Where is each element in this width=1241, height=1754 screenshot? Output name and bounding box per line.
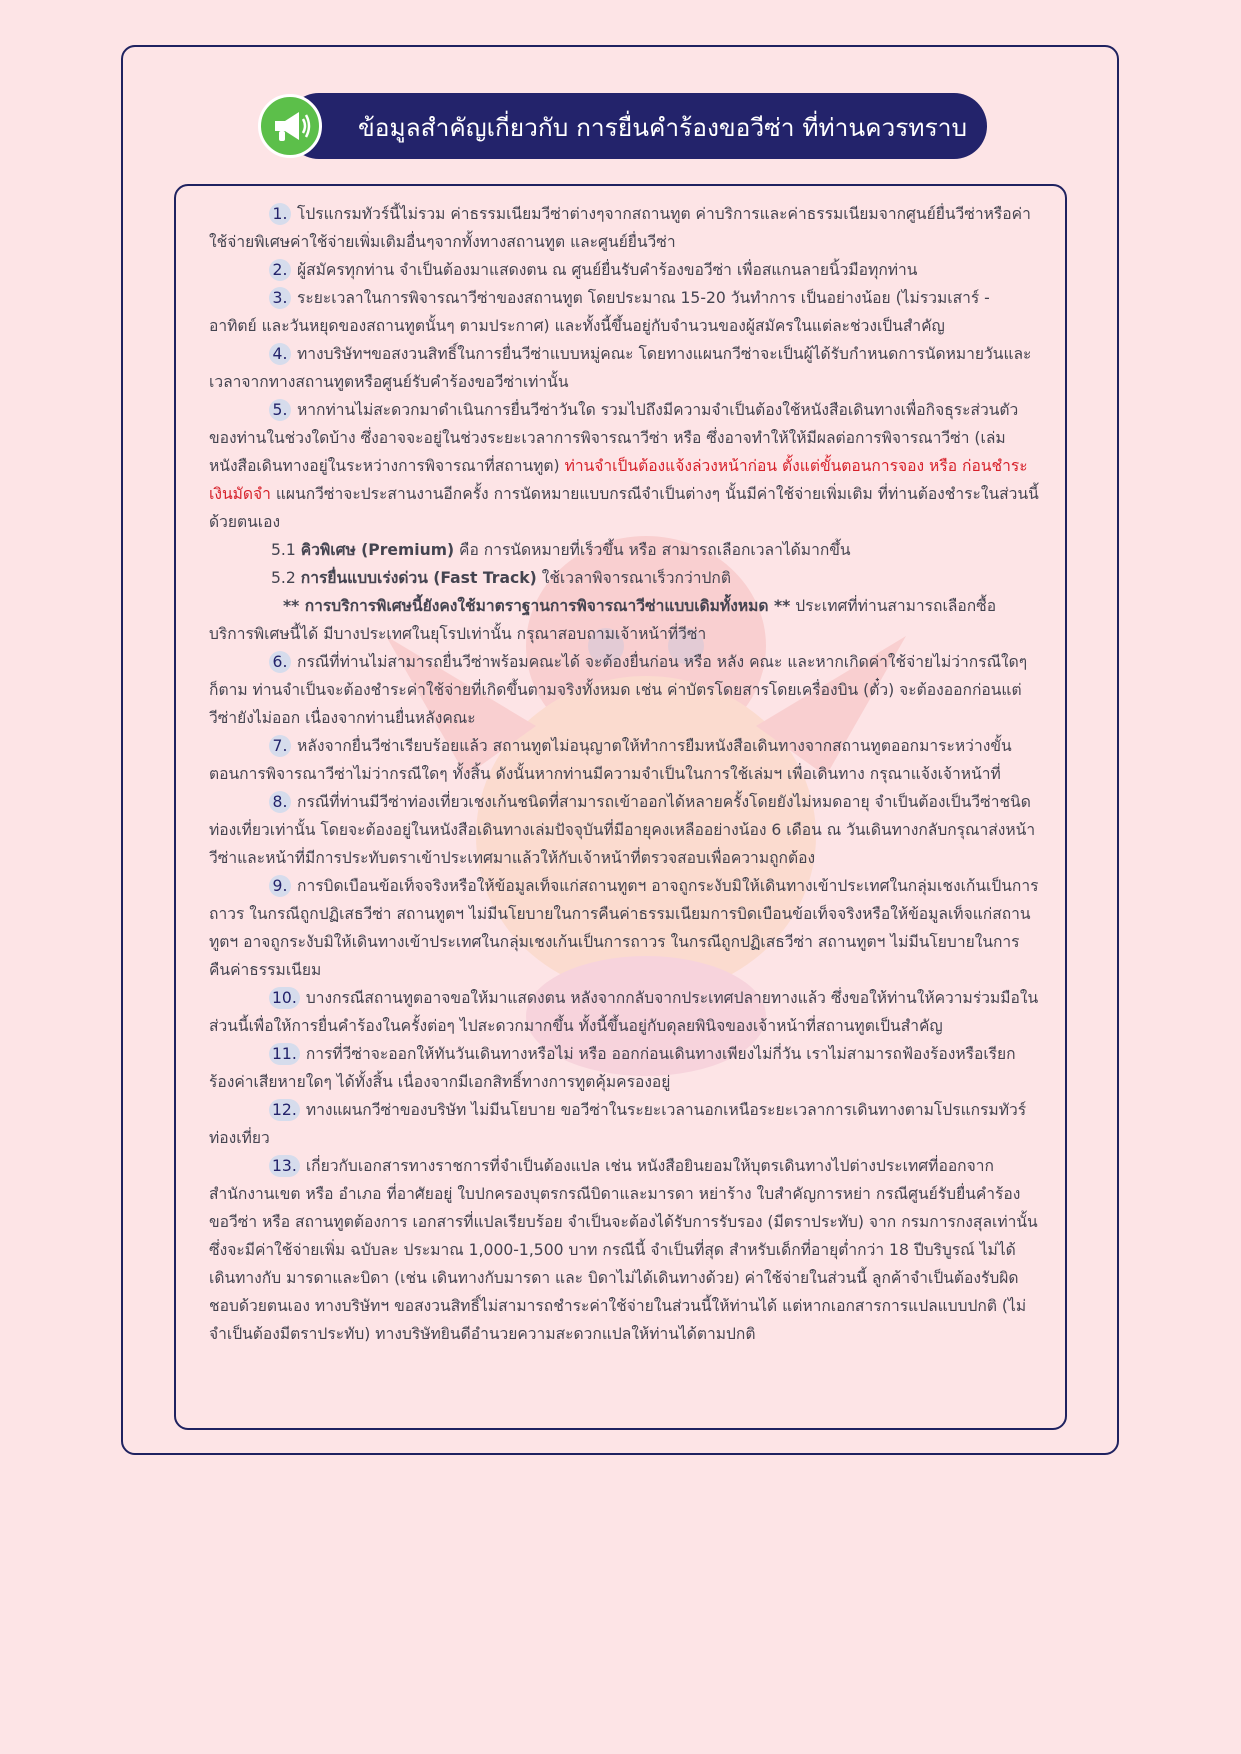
item-number-badge: 12.: [269, 1099, 300, 1121]
sub-item: [209, 536, 1039, 564]
item-number-badge: 2.: [269, 259, 291, 281]
item-text: กรณีที่ท่านมีวีซ่าท่องเที่ยวเชงเก้นชนิดที่สามารถเข้าออกได้หลายครั้งโดยยังไม่หมดอายุ จำเป็นต้องเป็นวีซ่าชนิดท่องเที่ยวเท่านั้น โดยจะต้องอยู่ในหนังสือเดินทางเล่มปัจจุบันที่มีอายุคงเหลืออย่างน้อง 6 เดือน ณ วันเดินทางกลับกรุณาส่งหน้าวีซ่าและหน้าที่มีการประทับตราเข้าประเทศมาแล้วให้กับเจ้าหน้าที่ตรวจสอบเพื่อความถูกต้อง: [209, 793, 1036, 867]
list-item: [209, 284, 1039, 340]
banner-bar: [286, 93, 987, 159]
list-item: [209, 1152, 1039, 1348]
note-heading: ** การบริการพิเศษนี้ยังคงใช้มาตราฐานการพิจารณาวีซ่าแบบเดิมทั้งหมด **: [283, 597, 791, 615]
item-number-badge: 10.: [269, 987, 300, 1009]
item-number-badge: 1.: [269, 203, 291, 225]
list-item: [209, 396, 1039, 536]
item-text: ทางบริษัทฯขอสงวนสิทธิ์ในการยื่นวีซ่าแบบหมู่คณะ โดยทางแผนกวีซ่าจะเป็นผู้ได้รับกำหนดการนัดหมายวันและเวลาจากทางสถานทูตหรือศูนย์รับคำร้องขอวีซ่าเท่านั้น: [209, 345, 1032, 391]
list-item: [209, 732, 1039, 788]
list-item: [209, 1096, 1039, 1152]
red-warning-text: ท่านจำเป็นต้องแจ้งล่วงหน้าก่อน ตั้งแต่ขั้นตอนการจอง หรือ ก่อนชำระเงินมัดจำ: [209, 457, 1028, 503]
list-item: [209, 256, 1039, 284]
megaphone-icon: [258, 94, 322, 158]
list-item: [209, 872, 1039, 984]
item-text: หลังจากยื่นวีซ่าเรียบร้อยแล้ว สถานทูตไม่อนุญาตให้ทำการยืมหนังสือเดินทางจากสถานทูตออกมาระหว่างขั้นตอนการพิจารณาวีซ่าไม่ว่ากรณีใดๆ ทั้งสิ้น ดังนั้นหากท่านมีความจำเป็นในการใช้เล่มฯ เพื่อเดินทาง กรุณาแจ้งเจ้าหน้าที่: [209, 737, 1012, 783]
content-frame: [174, 184, 1067, 1430]
page-title: ข้อมูลสำคัญเกี่ยวกับ การยื่นคำร้องขอวีซ่า ที่ท่านควรทราบ: [358, 113, 968, 142]
item-number-badge: 4.: [269, 343, 291, 365]
item-number-badge: 5.: [269, 399, 291, 421]
item-text: การที่วีซ่าจะออกให้ทันวันเดินทางหรือไม่ หรือ ออกก่อนเดินทางเพียงไม่กี่วัน เราไม่สามารถฟ้องร้องหรือเรียกร้องค่าเสียหายใดๆ ได้ทั้งสิ้น เนื่องจากมีเอกสิทธิ์ทางการทูตคุ้มครองอยู่: [209, 1045, 1016, 1091]
list-item: [209, 984, 1039, 1040]
list-item: [209, 200, 1039, 256]
item-number-badge: 7.: [269, 735, 291, 757]
item-text: บางกรณีสถานทูตอาจขอให้มาแสดงตน หลังจากกลับจากประเทศปลายทางแล้ว ซึ่งขอให้ท่านให้ความร่วมมือในส่วนนี้เพื่อให้การยื่นคำร้องในครั้งต่อๆ ไปสะดวกมากขึ้น ทั้งนี้ขึ้นอยู่กับดุลยพินิจของเจ้าหน้าที่สถานทูตเป็นสำคัญ: [209, 989, 1039, 1035]
sub-item-number: 5.2: [271, 569, 296, 587]
list-item: [209, 1040, 1039, 1096]
sub-item-title: การยื่นแบบเร่งด่วน (Fast Track): [300, 569, 537, 587]
sub-item-title: คิวพิเศษ (Premium): [300, 541, 455, 559]
note-text: ประเทศที่ท่านสามารถเลือกซื้อบริการพิเศษนี้ได้ มีบางประเทศในยุโรปเท่านั้น กรุณาสอบถามเจ้าหน้าที่วีซ่า: [209, 597, 997, 643]
item-text: การบิดเบือนข้อเท็จจริงหรือให้ข้อมูลเท็จแก่สถานทูตฯ อาจถูกระงับมิให้เดินทางเข้าประเทศในกลุ่มเชงเก้นเป็นการถาวร ในกรณีถูกปฏิเสธวีซ่า สถานทูตฯ ไม่มีนโยบายในการคืนค่าธรรมเนียมการบิดเบือนข้อเท็จจริงหรือให้ข้อมูลเท็จแก่สถานทูตฯ อาจถูกระงับมิให้เดินทางเข้าประเทศในกลุ่มเชงเก้นเป็นการถาวร ในกรณีถูกปฏิเสธวีซ่า สถานทูตฯ ไม่มีนโยบายในการคืนค่าธรรมเนียม: [209, 877, 1039, 979]
list-item: [209, 788, 1039, 872]
item-text: ทางแผนกวีซ่าของบริษัท ไม่มีนโยบาย ขอวีซ่าในระยะเวลานอกเหนือระยะเวลาการเดินทางตามโปรแกรมทัวร์ ท่องเที่ยว: [209, 1101, 1027, 1147]
item-text: ผู้สมัครทุกท่าน จำเป็นต้องมาแสดงตน ณ ศูนย์ยื่นรับคำร้องขอวีซ่า เพื่อสแกนลายนิ้วมือทุกท่าน: [297, 261, 918, 279]
item-text: เกี่ยวกับเอกสารทางราชการที่จำเป็นต้องแปล เช่น หนังสือยินยอมให้บุตรเดินทางไปต่างประเทศที่ออกจากสำนักงานเขต หรือ อำเภอ ที่อาศัยอยู่ ใบปกครองบุตรกรณีบิดาและมารดา หย่าร้าง ใบสำคัญการหย่า กรณีศูนย์รับยื่นคำร้องขอวีซ่า หรือ สถานทูตต้องการ เอกสารที่แปลเรียบร้อย จำเป็นจะต้องได้รับการรับรอง (มีตราประทับ) จาก กรมการกงสุลเท่านั้น ซึ่งจะมีค่าใช้จ่ายเพิ่ม ฉบับละ ประมาณ 1,000-1,500 บาท กรณีนี้ จำเป็นที่สุด สำหรับเด็กที่อายุต่ำกว่า 18 ปีบริบูรณ์ ไม่ได้เดินทางกับ มารดาและบิดา (เช่น เดินทางกับมารดา และ บิดาไม่ได้เดินทางด้วย) ค่าใช้จ่ายในส่วนนี้ ลูกค้าจำเป็นต้องรับผิดชอบด้วยตนเอง ทางบริษัทฯ ขอสงวนสิทธิ์ไม่สามารถชำระค่าใช้จ่ายในส่วนนี้ให้ท่านได้ แต่หากเอกสารการแปลแบบปกติ (ไม่จำเป็นต้องมีตราประทับ) ทางบริษัทยินดีอำนวยความสะดวกแปลให้ท่านได้ตามปกติ: [209, 1157, 1038, 1343]
item-number-badge: 3.: [269, 287, 291, 309]
list-item: [209, 648, 1039, 732]
special-service-note: [209, 592, 1039, 648]
header-banner: [258, 91, 987, 161]
sub-item: [209, 564, 1039, 592]
sub-item-text: ใช้เวลาพิจารณาเร็วกว่าปกติ: [541, 569, 731, 587]
notice-body: [209, 200, 1039, 1348]
item-text: หากท่านไม่สะดวกมาดำเนินการยื่นวีซ่าวันใด รวมไปถึงมีความจำเป็นต้องใช้หนังสือเดินทางเพื่อกิจธุระส่วนตัวของท่านในช่วงใดบ้าง ซึ่งอาจจะอยู่ในช่วงระยะเวลาการพิจารณาวีซ่า หรือ ซึ่งอาจทำให้ให้มีผลต่อการพิจารณาวีซ่า (เล่มหนังสือเดินทางอยู่ในระหว่างการพิจารณาที่สถานทูต): [209, 401, 1019, 475]
item-text: โปรแกรมทัวร์นี้ไม่รวม ค่าธรรมเนียมวีซ่าต่างๆจากสถานทูต ค่าบริการและค่าธรรมเนียมจากศูนย์ยื่นวีซ่าหรือค่าใช้จ่ายพิเศษค่าใช้จ่ายเพิ่มเติมอื่นๆจากทั้งทางสถานทูต และศูนย์ยื่นวีซ่า: [209, 205, 1031, 251]
item-number-badge: 6.: [269, 651, 291, 673]
item-number-badge: 13.: [269, 1155, 300, 1177]
sub-item-number: 5.1: [271, 541, 296, 559]
item-number-badge: 11.: [269, 1043, 300, 1065]
sub-item-text: คือ การนัดหมายที่เร็วขึ้น หรือ สามารถเลือกเวลาได้มากขึ้น: [459, 541, 851, 559]
list-item: [209, 340, 1039, 396]
item-text: ระยะเวลาในการพิจารณาวีซ่าของสถานทูต โดยประมาณ 15-20 วันทำการ เป็นอย่างน้อย (ไม่รวมเสาร์ - อาทิตย์ และวันหยุดของสถานทูตนั้นๆ ตามประกาศ) และทั้งนี้ขึ้นอยู่กับจำนวนของผู้สมัครในแต่ละช่วงเป็นสำคัญ: [209, 289, 990, 335]
item-text: กรณีที่ท่านไม่สามารถยื่นวีซ่าพร้อมคณะได้ จะต้องยื่นก่อน หรือ หลัง คณะ และหากเกิดค่าใช้จ่ายไม่ว่ากรณีใดๆ ก็ตาม ท่านจำเป็นจะต้องชำระค่าใช้จ่ายที่เกิดขึ้นตามจริงทั้งหมด เช่น ค่าบัตรโดยสารโดยเครื่องบิน (ตั๋ว) จะต้องออกก่อนแต่วีซ่ายังไม่ออก เนื่องจากท่านยื่นหลังคณะ: [209, 653, 1028, 727]
item-number-badge: 9.: [269, 875, 291, 897]
item-number-badge: 8.: [269, 791, 291, 813]
item-text: แผนกวีซ่าจะประสานงานอีกครั้ง การนัดหมายแบบกรณีจำเป็นต่างๆ นั้นมีค่าใช้จ่ายเพิ่มเติม ที่ท่านต้องชำระในส่วนนี้ด้วยตนเอง: [209, 485, 1039, 531]
